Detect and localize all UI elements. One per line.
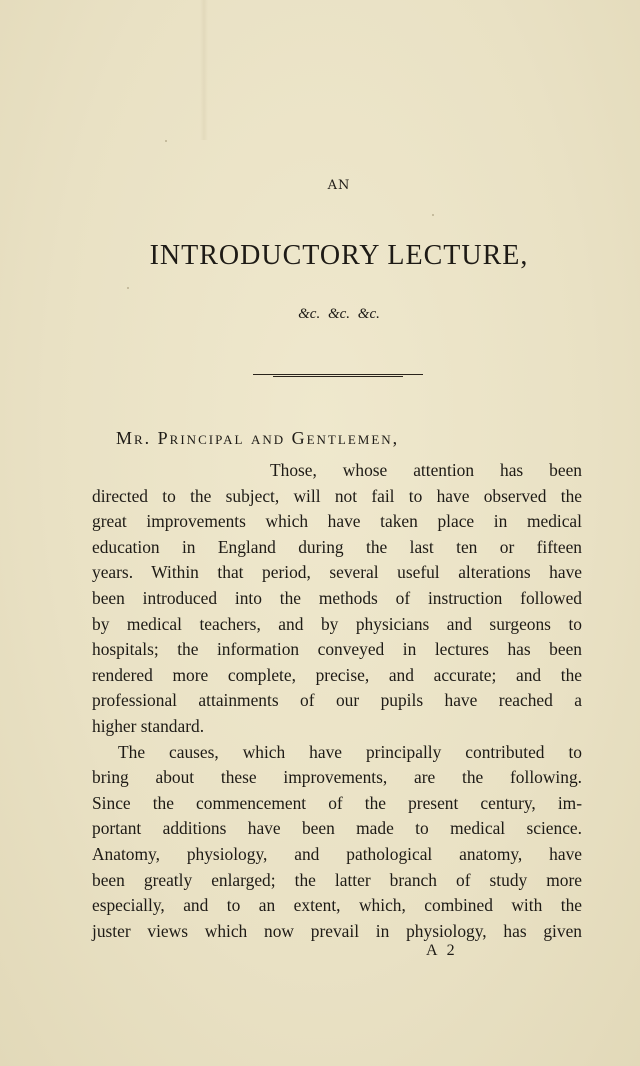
section-rule xyxy=(253,374,423,375)
paper-speck xyxy=(165,140,167,142)
paper-speck xyxy=(432,214,434,216)
paragraph2-line: especially, and to an extent, which, combined with the xyxy=(92,895,582,916)
signature-text: A 2 xyxy=(426,942,458,959)
page-title: INTRODUCTORY LECTURE, xyxy=(149,240,529,271)
salutation-text: Mr. Principal and Gentlemen, xyxy=(116,428,400,448)
paragraph2-line: bring about these improvements, are the following. xyxy=(92,767,582,788)
paragraph2-line: portant additions have been made to medical science. xyxy=(92,818,582,839)
paragraph1-line: Those, whose attention has been xyxy=(270,460,582,480)
heading-an: AN xyxy=(327,178,351,193)
paragraph1-line: been introduced into the methods of instruction followed xyxy=(92,587,582,608)
paragraph1-line: by medical teachers, and by physicians and surgeons to xyxy=(92,613,582,634)
paragraph1-line: education in England during the last ten or fifteen xyxy=(92,536,582,557)
paragraph2-line: Anatomy, physiology, and pathological anatomy, have xyxy=(92,843,582,864)
heading-etc: &c. &c. &c. xyxy=(298,306,380,322)
salutation xyxy=(116,428,596,449)
paragraph1-line: professional attainments of our pupils have reached a xyxy=(92,690,582,711)
paragraph1-line: hospitals; the information conveyed in lectures has been xyxy=(92,639,582,660)
paragraph2-line: been greatly enlarged; the latter branch of study more xyxy=(92,869,582,890)
page-fold-shadow xyxy=(200,0,208,140)
paragraph1-line: higher standard. xyxy=(92,715,205,736)
paragraph1-line: years. Within that period, several useful alterations have xyxy=(92,562,582,583)
paper-speck xyxy=(127,287,129,289)
paragraph1-line: rendered more complete, precise, and accurate; and the xyxy=(92,664,582,685)
paragraph2-line: The causes, which have principally contributed to xyxy=(118,741,582,762)
paragraph1-line: great improvements which have taken place in medical xyxy=(92,511,582,532)
body-text xyxy=(92,458,582,944)
paragraph1-line: directed to the subject, will not fail to have observed the xyxy=(92,485,582,506)
paragraph2-line: Since the commencement of the present century, im- xyxy=(92,792,582,813)
paragraph2-line: juster views which now prevail in physiology, has given xyxy=(92,920,582,941)
